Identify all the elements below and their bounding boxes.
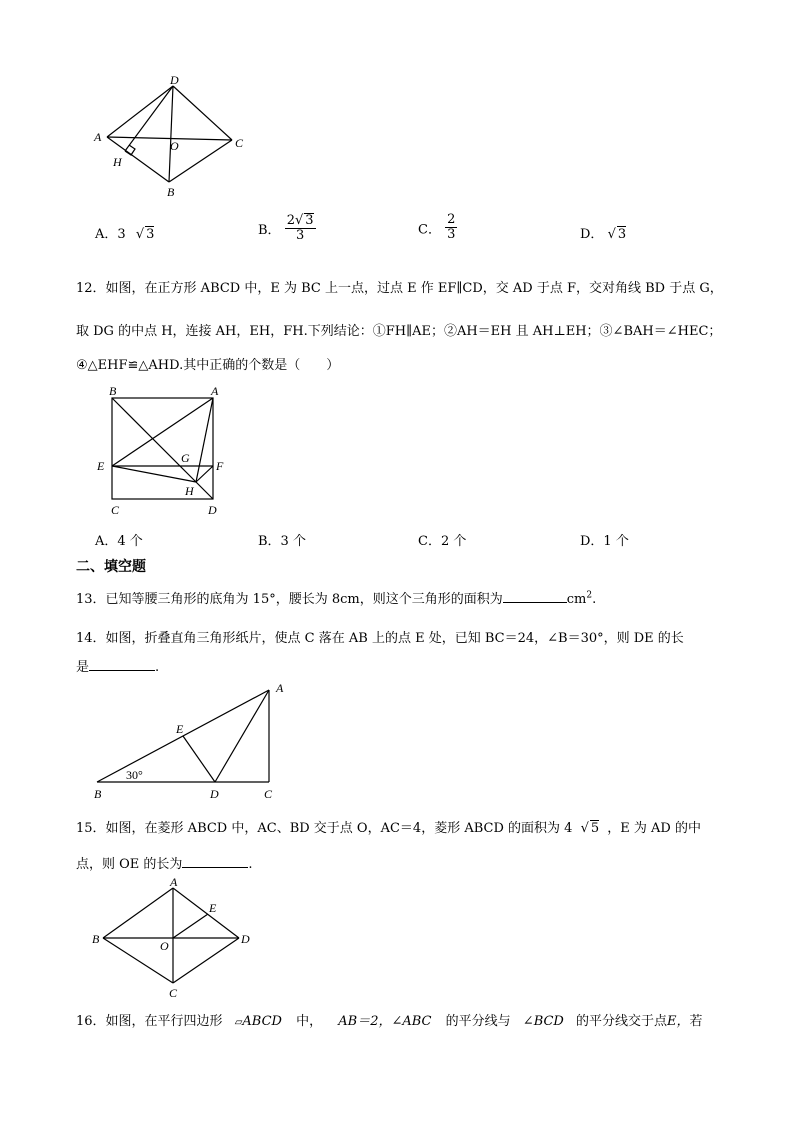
label-b: B xyxy=(94,787,102,801)
label-d: D xyxy=(170,73,179,87)
q12-option-c: C．2 个 xyxy=(418,534,467,549)
square-figure-q12 xyxy=(88,383,238,518)
angle-label: 30° xyxy=(126,768,143,782)
rhombus-figure-q11 xyxy=(88,72,258,207)
segment-dh xyxy=(125,86,173,151)
q15-line-1: 15．如图，在菱形 ABCD 中，AC、BD 交于点 O，AC＝4，菱形 ABCD 的面积为 4 √ 5 ，E 为 AD 的中 xyxy=(76,821,701,836)
segment-ed xyxy=(183,736,215,782)
label-a: A xyxy=(94,130,102,144)
q12-line-3: ④△EHF≌△AHD.其中正确的个数是（ ） xyxy=(76,358,340,373)
q12-option-b: B．3 个 xyxy=(258,534,306,549)
label-b: B xyxy=(109,384,117,398)
q11-option-b: B． $\frac{2√ 3}{3}$ xyxy=(258,213,314,244)
label-o: O xyxy=(170,139,179,153)
label-b: B xyxy=(92,932,100,946)
label-c: C xyxy=(235,136,244,150)
label-e: E xyxy=(176,722,184,736)
label-e: E xyxy=(97,459,105,473)
q12-option-a: A．4 个 xyxy=(95,534,143,549)
q12-line-1: 12．如图，在正方形 ABCD 中，E 为 BC 上一点，过点 E 作 EF∥CD，交 AD 于点 F，交对角线 BD 于点 G， xyxy=(76,281,723,296)
edge-dc xyxy=(173,938,239,983)
rhombus-figure-q15 xyxy=(88,875,263,1002)
segment-oe xyxy=(173,914,208,938)
label-a: A xyxy=(211,384,219,398)
label-f: F xyxy=(216,459,224,473)
q11-option-d: D． √ 3 xyxy=(580,227,627,242)
diagonal-bd xyxy=(112,398,213,499)
label-h: H xyxy=(113,155,122,169)
edge-dc xyxy=(173,86,232,140)
q14-line-1: 14．如图，折叠直角三角形纸片，使点 C 落在 AB 上的点 E 处，已知 BC＝24，∠B＝30°，则 DE 的长 xyxy=(76,631,684,646)
label-c: C xyxy=(169,986,178,1000)
segment-ae xyxy=(112,398,213,466)
segment-eh xyxy=(112,466,196,482)
q12-option-d: D．1 个 xyxy=(580,534,629,549)
q13-line: 13．已知等腰三角形的底角为 15°，腰长为 8cm，则这个三角形的面积为 $cm^2$. xyxy=(76,590,597,607)
label-d: D xyxy=(208,503,217,517)
label-b: B xyxy=(167,185,175,199)
label-a: A xyxy=(170,875,178,889)
section-heading-fill-blank: 二、填空题 xyxy=(76,559,146,575)
q12-line-2: 取 DG 的中点 H，连接 AH，EH，FH.下列结论：①FH∥AE；②AH＝EH 且 AH⊥EH；③∠BAH＝∠HEC； xyxy=(76,324,722,339)
triangle-figure-q14 xyxy=(88,680,298,805)
diagonal-bd xyxy=(169,86,173,182)
label-g: G xyxy=(181,451,190,465)
q15-line-2: 点，则 OE 的长为 . xyxy=(76,857,253,872)
q11-option-c: C． $\frac{2}{3}$ xyxy=(418,212,456,243)
label-d: D xyxy=(241,932,250,946)
label-h: H xyxy=(185,484,194,498)
label-c: C xyxy=(264,787,273,801)
label-a: A xyxy=(276,681,284,695)
q16-line: 16．如图，在平行四边形 ▱ABCD 中， AB＝2，∠ABC 的平分线与 ∠BCD 的平分线交于点E，若 xyxy=(76,1014,703,1029)
segment-ah xyxy=(196,398,213,482)
edge-ad xyxy=(107,86,173,137)
label-c: C xyxy=(111,503,120,517)
q14-line-2: 是 . xyxy=(76,660,160,675)
label-o: O xyxy=(160,939,169,953)
label-d: D xyxy=(210,787,219,801)
label-e: E xyxy=(209,901,217,915)
q11-option-a: A．3 √ 3 xyxy=(95,227,155,242)
edge-ab xyxy=(103,888,173,938)
